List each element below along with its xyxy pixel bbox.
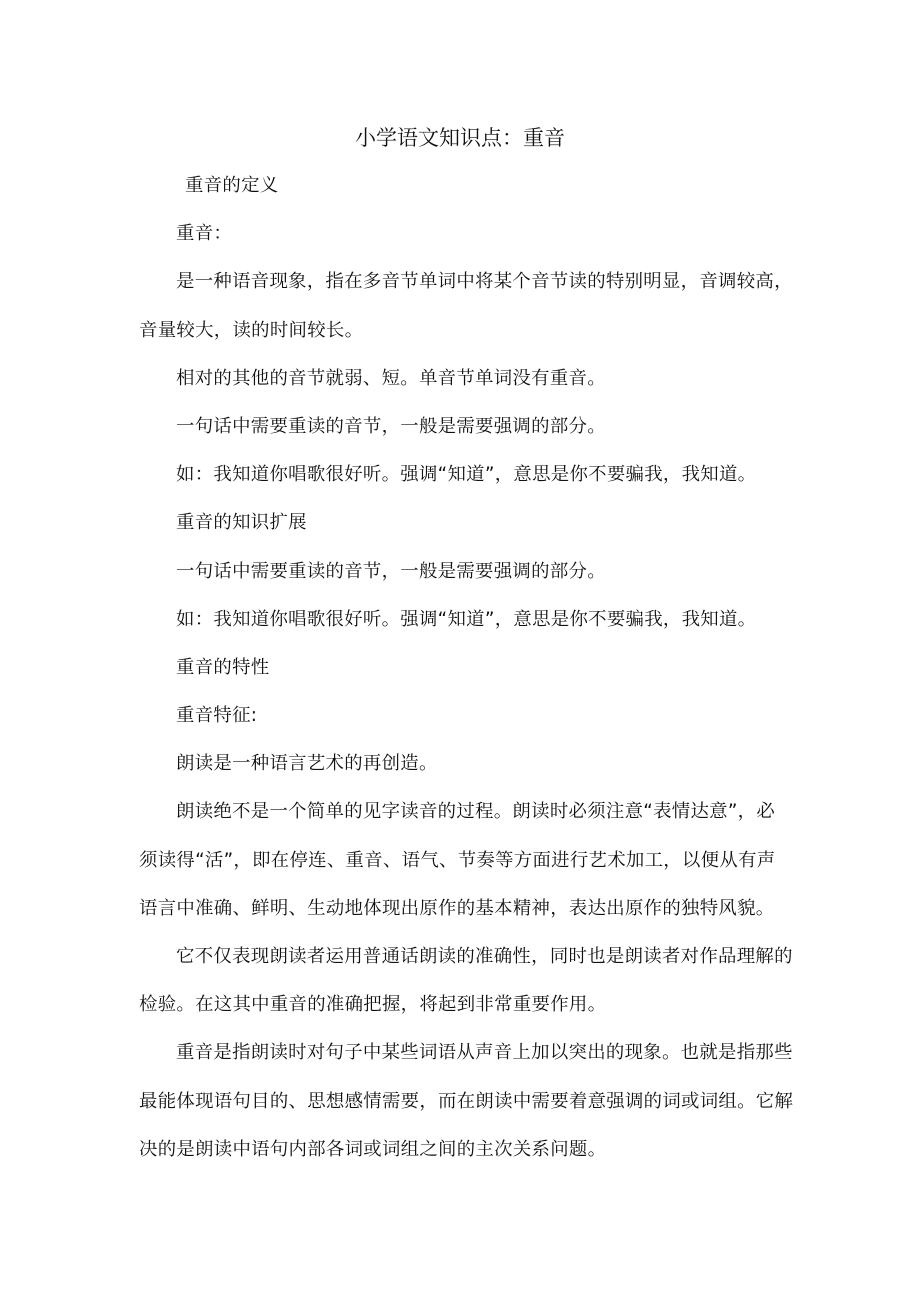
text-line: 重音是指朗读时对句子中某些词语从声音上加以突出的现象。也就是指那些: [176, 1042, 793, 1064]
document-body: [139, 172, 799, 1184]
text-line: 重音的知识扩展: [176, 512, 307, 534]
text-line: 朗读是一种语言艺术的再创造。: [176, 753, 438, 775]
text-line: 如：我知道你唱歌很好听。强调“知道”，意思是你不要骗我，我知道。: [176, 464, 757, 486]
text-line: 一句话中需要重读的音节，一般是需要强调的部分。: [176, 560, 606, 582]
text-line: 重音特征:: [176, 705, 258, 727]
text-line: 朗读绝不是一个简单的见字读音的过程。朗读时必须注意“表情达意”，必: [176, 801, 776, 823]
text-line: 检验。在这其中重音的准确把握，将起到非常重要作用。: [139, 994, 607, 1016]
text-line: 相对的其他的音节就弱、短。单音节单词没有重音。: [176, 367, 606, 389]
text-line: 决的是朗读中语句内部各词或词组之间的主次关系问题。: [139, 1138, 607, 1160]
text-line: 重音：: [176, 223, 233, 245]
text-line: 须读得“活”，即在停连、重音、语气、节奏等方面进行艺术加工，以便从有声: [139, 849, 776, 871]
text-line: 音量较大，读的时间较长。: [139, 319, 364, 341]
text-line: 一句话中需要重读的音节，一般是需要强调的部分。: [176, 415, 606, 437]
text-line: 重音的定义: [185, 175, 279, 196]
text-line: 是一种语音现象，指在多音节单词中将某个音节读的特别明显，音调较高，: [176, 271, 793, 293]
text-line: 重音的特性: [176, 656, 270, 678]
text-line: 它不仅表现朗读者运用普通话朗读的准确性，同时也是朗读者对作品理解的: [176, 946, 793, 967]
text-line: 最能体现语句目的、思想感情需要，而在朗读中需要着意强调的词或词组。它解: [139, 1090, 794, 1112]
text-line: 语言中准确、鲜明、生动地体现出原作的基本精神，表达出原作的独特风貌。: [139, 897, 775, 919]
document-title: 小学语文知识点：重音: [355, 126, 565, 150]
text-line: 如：我知道你唱歌很好听。强调“知道”，意思是你不要骗我，我知道。: [176, 608, 757, 630]
